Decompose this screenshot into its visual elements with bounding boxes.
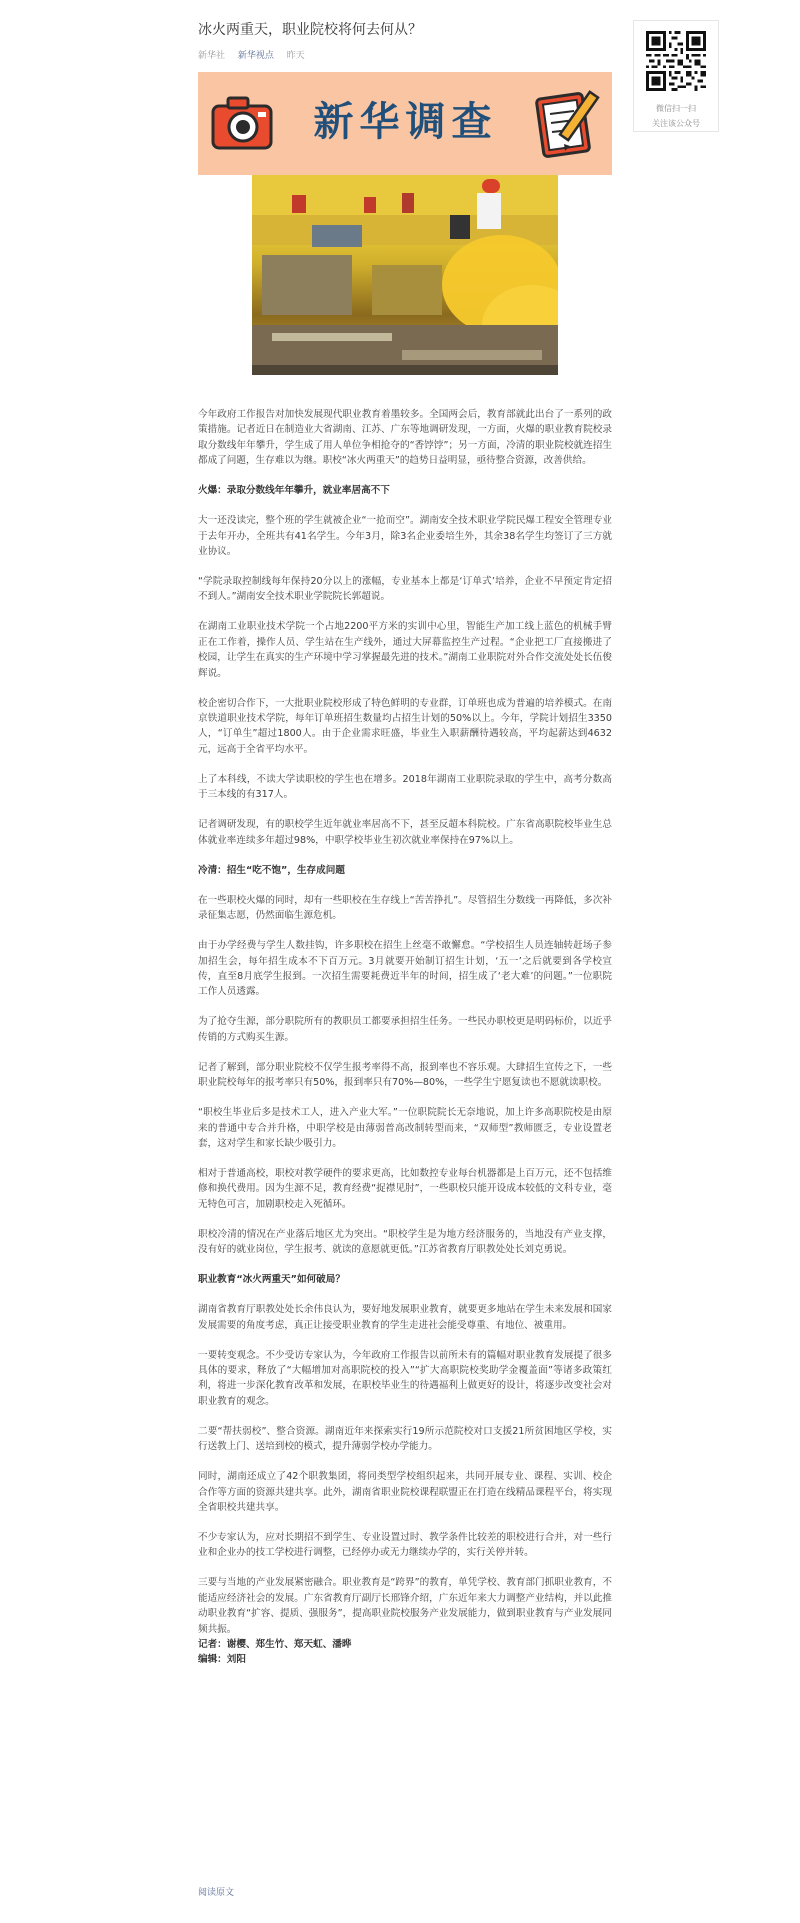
- qr-caption-scan: 微信扫一扫: [656, 104, 696, 113]
- section-heading: 冷清：招生“吃不饱”，生存成问题: [198, 864, 345, 876]
- banner-image: [198, 72, 612, 175]
- body-paragraph: 记者调研发现，有的职校学生近年就业率居高不下，甚至反超本科院校。广东省高职院校毕业生总体就业率连续多年超过98%，中职学校毕业生初次就业率保持在97%以上。: [198, 819, 612, 846]
- editor-line: 编辑：刘阳: [198, 1654, 246, 1666]
- factory-training-photo: [252, 175, 558, 375]
- body-paragraph: 一要转变观念。不少受访专家认为，今年政府工作报告以前所未有的篇幅对职业教育发展提了很多具体的要求，释放了“大幅增加对高职院校的投入”“扩大高职院校奖助学金覆盖面”等诸多政策红利，将进一步深化教育改革和发展，在职校毕业生的待遇福利上做更好的设计，将逐步改变社会对职业教育的观念。: [198, 1349, 612, 1407]
- banner-title: 新华调查: [313, 98, 498, 145]
- body-paragraph: 三要与当地的产业发展紧密融合。职业教育是“跨界”的教育，单凭学校、教育部门抓职业教育，不能适应经济社会的发展。广东省教育厅副厅长邢锋介绍，广东近年来大力调整产业结构，并以此推动职业教育“扩容、提质、强服务”，提高职业院校服务产业发展能力，做到职业教育与产业发展同频共振。: [198, 1577, 612, 1635]
- body-paragraph: 记者了解到，部分职业院校不仅学生报考率得不高，报到率也不容乐观。大肆招生宣传之下，一些职业院校每年的报考率只有50%，报到率只有70%—80%，一些学生宁愿复读也不愿就读职校。: [198, 1061, 612, 1089]
- notepad-pencil-icon: [534, 86, 604, 162]
- article-meta: [198, 48, 612, 62]
- body-paragraph: 今年政府工作报告对加快发展现代职业教育着墨较多。全国两会后，教育部就此出台了一系列的政策措施。记者近日在制造业大省湖南、江苏、广东等地调研发现，一方面，火爆的职业教育院校录取分数线年年攀升，学生成了用人单位争相抢夺的“香饽饽”；另一方面，冷清的职业院校就连招生都成了问题，生存难以为继。职校“冰火两重天”的趋势日益明显，亟待整合资源，改善供给。: [198, 409, 612, 467]
- body-paragraph: 大一还没读完，整个班的学生就被企业“一抢而空”。湖南安全技术职业学院民爆工程安全管理专业于去年开办，全班共有41名学生。今年3月，除3名企业委培生外，其余38名学生均签订了三方就业协议。: [198, 515, 612, 558]
- article-body: [198, 407, 612, 1637]
- body-paragraph: 二要“帮扶弱校”、整合资源。湖南近年来探索实行19所示范院校对口支援21所贫困地区学校，实行送教上门、送培到校的模式，提升薄弱学校办学能力。: [198, 1425, 612, 1453]
- photo-illustration: [252, 175, 558, 375]
- qr-code-panel: [633, 20, 719, 132]
- read-original-link[interactable]: 阅读原文: [198, 1888, 235, 1898]
- body-paragraph: “职校生毕业后多是技术工人，进入产业大军。”一位职院院长无奈地说，加上许多高职院校是由原来的普通中专合并升格，中职学校是由薄弱普高改制转型而来，“双师型”教师匮乏，专业设置老套，这对学生和家长缺少吸引力。: [198, 1107, 612, 1149]
- reporters-line: 记者：谢樱、郑生竹、郑天虹、潘晔: [198, 1639, 352, 1651]
- body-paragraph: 在一些职校火爆的同时，却有一些职校在生存线上“苦苦挣扎”。尽管招生分数线一再降低，多次补录征集志愿，仍然面临生源危机。: [198, 894, 612, 922]
- qr-caption-follow: 关注该公众号: [652, 119, 700, 128]
- body-paragraph: 上了本科线，不读大学读职校的学生也在增多。2018年湖南工业职院录取的学生中，高考分数高于三本线的有317人。: [198, 773, 612, 801]
- article-title: 冰火两重天，职业院校将何去何从？: [198, 22, 422, 38]
- body-paragraph: 为了抢夺生源，部分职院所有的教职员工都要承担招生任务。一些民办职校更是明码标价，以近乎传销的方式购买生源。: [198, 1016, 612, 1043]
- meta-time: 昨天: [286, 51, 305, 61]
- meta-account-link[interactable]: 新华视点: [237, 51, 274, 61]
- body-paragraph: 校企密切合作下，一大批职业院校形成了特色鲜明的专业群，订单班也成为普遍的培养模式。在南京铁道职业技术学院，每年订单班招生数量均占招生计划的50%以上。今年，学院计划招生3350人，“订单生”超过1800人。由于企业需求旺盛，毕业生入职薪酬待遇较高，平均起薪达到4632元，远高于全省平均水平。: [198, 697, 612, 755]
- body-paragraph: 同时，湖南还成立了42个职教集团，将同类型学校组织起来，共同开展专业、课程、实训、校企合作等方面的资源共建共享。此外，湖南省职业院校课程联盟正在打造在线精品课程平台，将实现全省职校共建共享。: [198, 1471, 612, 1513]
- camera-icon: [210, 92, 276, 154]
- body-paragraph: 由于办学经费与学生人数挂钩，许多职校在招生上丝毫不敢懈怠。“学校招生人员连轴转赶场子参加招生会，每年招生成本不下百万元。3月就要开始制订招生计划，‘五一’之后就要到各学校宣传，直至8月底学生报到。一次招生需要耗费近半年的时间，招生成了‘老大难’的问题。”一位职院工作人员透露。: [198, 940, 612, 998]
- article: [198, 0, 612, 1668]
- body-paragraph: “学院录取控制线每年保持20分以上的涨幅，专业基本上都是‘订单式’培养，企业不早预定肯定招不到人。”湖南安全技术职业学院院长郭超说。: [198, 576, 612, 603]
- body-paragraph: 湖南省教育厅职教处处长余伟良认为，要好地发展职业教育，就要更多地站在学生未来发展和国家发展需要的角度考虑，真正让接受职业教育的学生走进社会能受尊重、有地位、被重用。: [198, 1304, 612, 1331]
- body-paragraph: 不少专家认为，应对长期招不到学生、专业设置过时、教学条件比较差的职校进行合并，对一些行业和企业办的技工学校进行调整，已经停办或无力继续办学的，实行关停并转。: [198, 1532, 612, 1559]
- body-paragraph: 职校冷清的情况在产业落后地区尤为突出。“职校学生是为地方经济服务的，当地没有产业支撑，没有好的就业岗位，学生报考、就读的意愿就更低。”江苏省教育厅职教处处长刘克勇说。: [198, 1228, 612, 1256]
- section-heading: 火爆：录取分数线年年攀升，就业率居高不下: [198, 485, 390, 497]
- body-paragraph: 在湖南工业职业技术学院一个占地2200平方米的实训中心里，智能生产加工线上蓝色的机械手臂正在工作着，操作人员、学生站在生产线外，通过大屏幕监控生产过程。“企业把工厂直接搬进了校园，让学生在真实的生产环境中学习掌握最先进的技术。”湖南工业职院对外合作交流处处长伍俊辉说。: [198, 621, 612, 679]
- meta-source: 新华社: [198, 51, 226, 61]
- qr-code-icon: [646, 31, 706, 91]
- body-paragraph: 相对于普通高校，职校对教学硬件的要求更高，比如数控专业每台机器都是上百万元，还不包括维修和换代费用。因为生源不足，教育经费“捉襟见肘”，一些职校只能开设成本较低的文科专业，毫无特色可言，加剧职校走入死循环。: [198, 1167, 612, 1210]
- section-heading: 职业教育“冰火两重天”如何破局？: [198, 1274, 345, 1286]
